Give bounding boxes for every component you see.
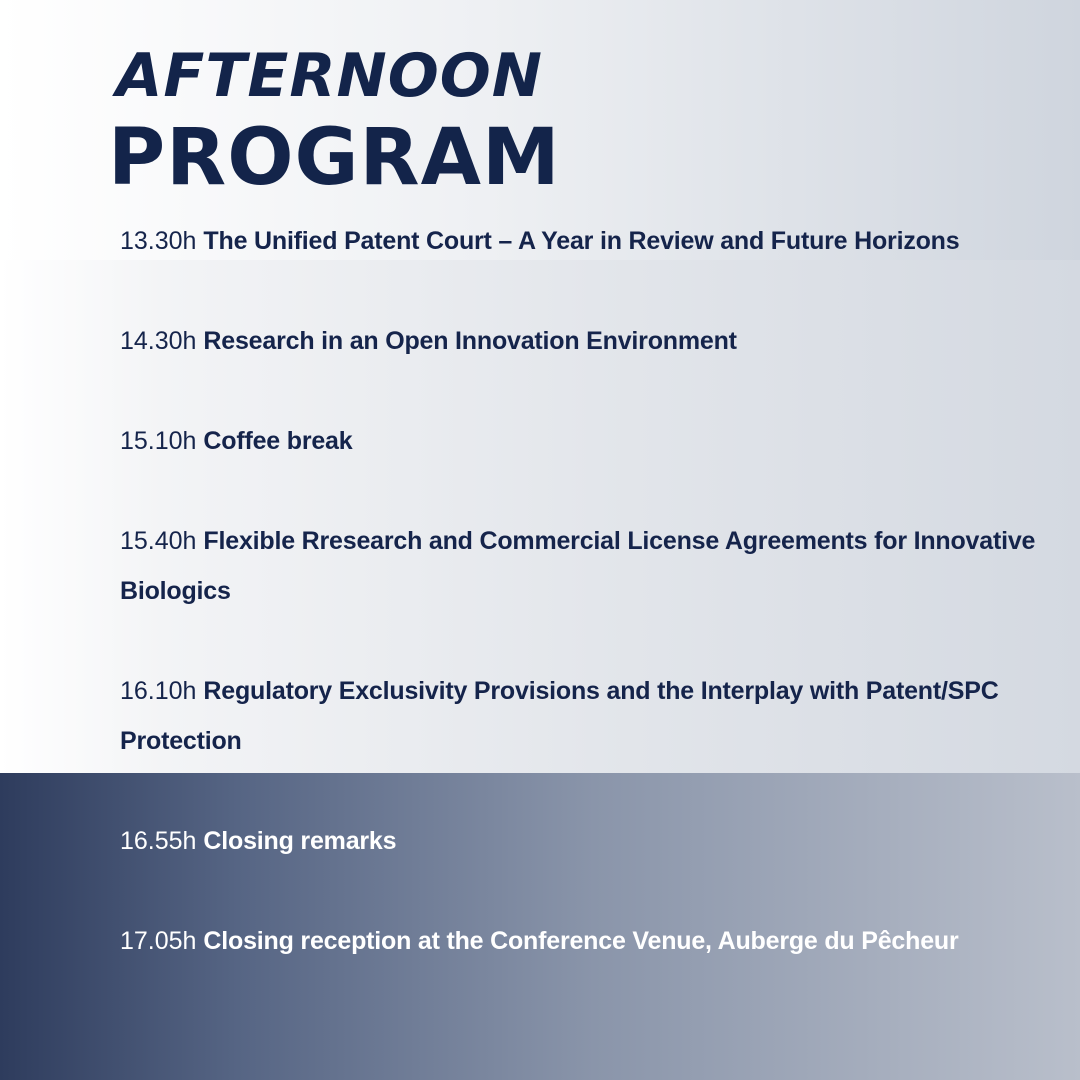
schedule-item xyxy=(120,216,1050,266)
schedule-item xyxy=(120,316,1050,366)
schedule-time: 15.10h xyxy=(120,427,197,455)
schedule-time: 13.30h xyxy=(120,227,197,255)
schedule-topic: Regulatory Exclusivity Provisions and the Interplay with Patent/SPC Protection xyxy=(120,677,999,755)
schedule-topic: The Unified Patent Court – A Year in Review and Future Horizons xyxy=(203,227,960,255)
schedule-topic: Closing reception at the Conference Venue, Auberge du Pêcheur xyxy=(203,927,959,955)
schedule-time: 17.05h xyxy=(120,927,197,955)
schedule-topic: Flexible Rresearch and Commercial License Agreements for Innovative Biologics xyxy=(120,527,1036,605)
schedule-item xyxy=(120,816,1050,866)
schedule-topic: Research in an Open Innovation Environment xyxy=(203,327,737,355)
schedule-time: 14.30h xyxy=(120,327,197,355)
schedule-item xyxy=(120,416,1050,466)
schedule-item xyxy=(120,516,1050,616)
title-afternoon: AFTERNOON xyxy=(116,41,543,111)
title-program: PROGRAM xyxy=(108,113,561,203)
schedule-time: 16.10h xyxy=(120,677,197,705)
schedule-topic: Coffee break xyxy=(203,427,353,455)
schedule-item xyxy=(120,916,1050,966)
schedule-time: 16.55h xyxy=(120,827,197,855)
schedule-item xyxy=(120,666,1050,766)
schedule-topic: Closing remarks xyxy=(203,827,397,855)
schedule-time: 15.40h xyxy=(120,527,197,555)
